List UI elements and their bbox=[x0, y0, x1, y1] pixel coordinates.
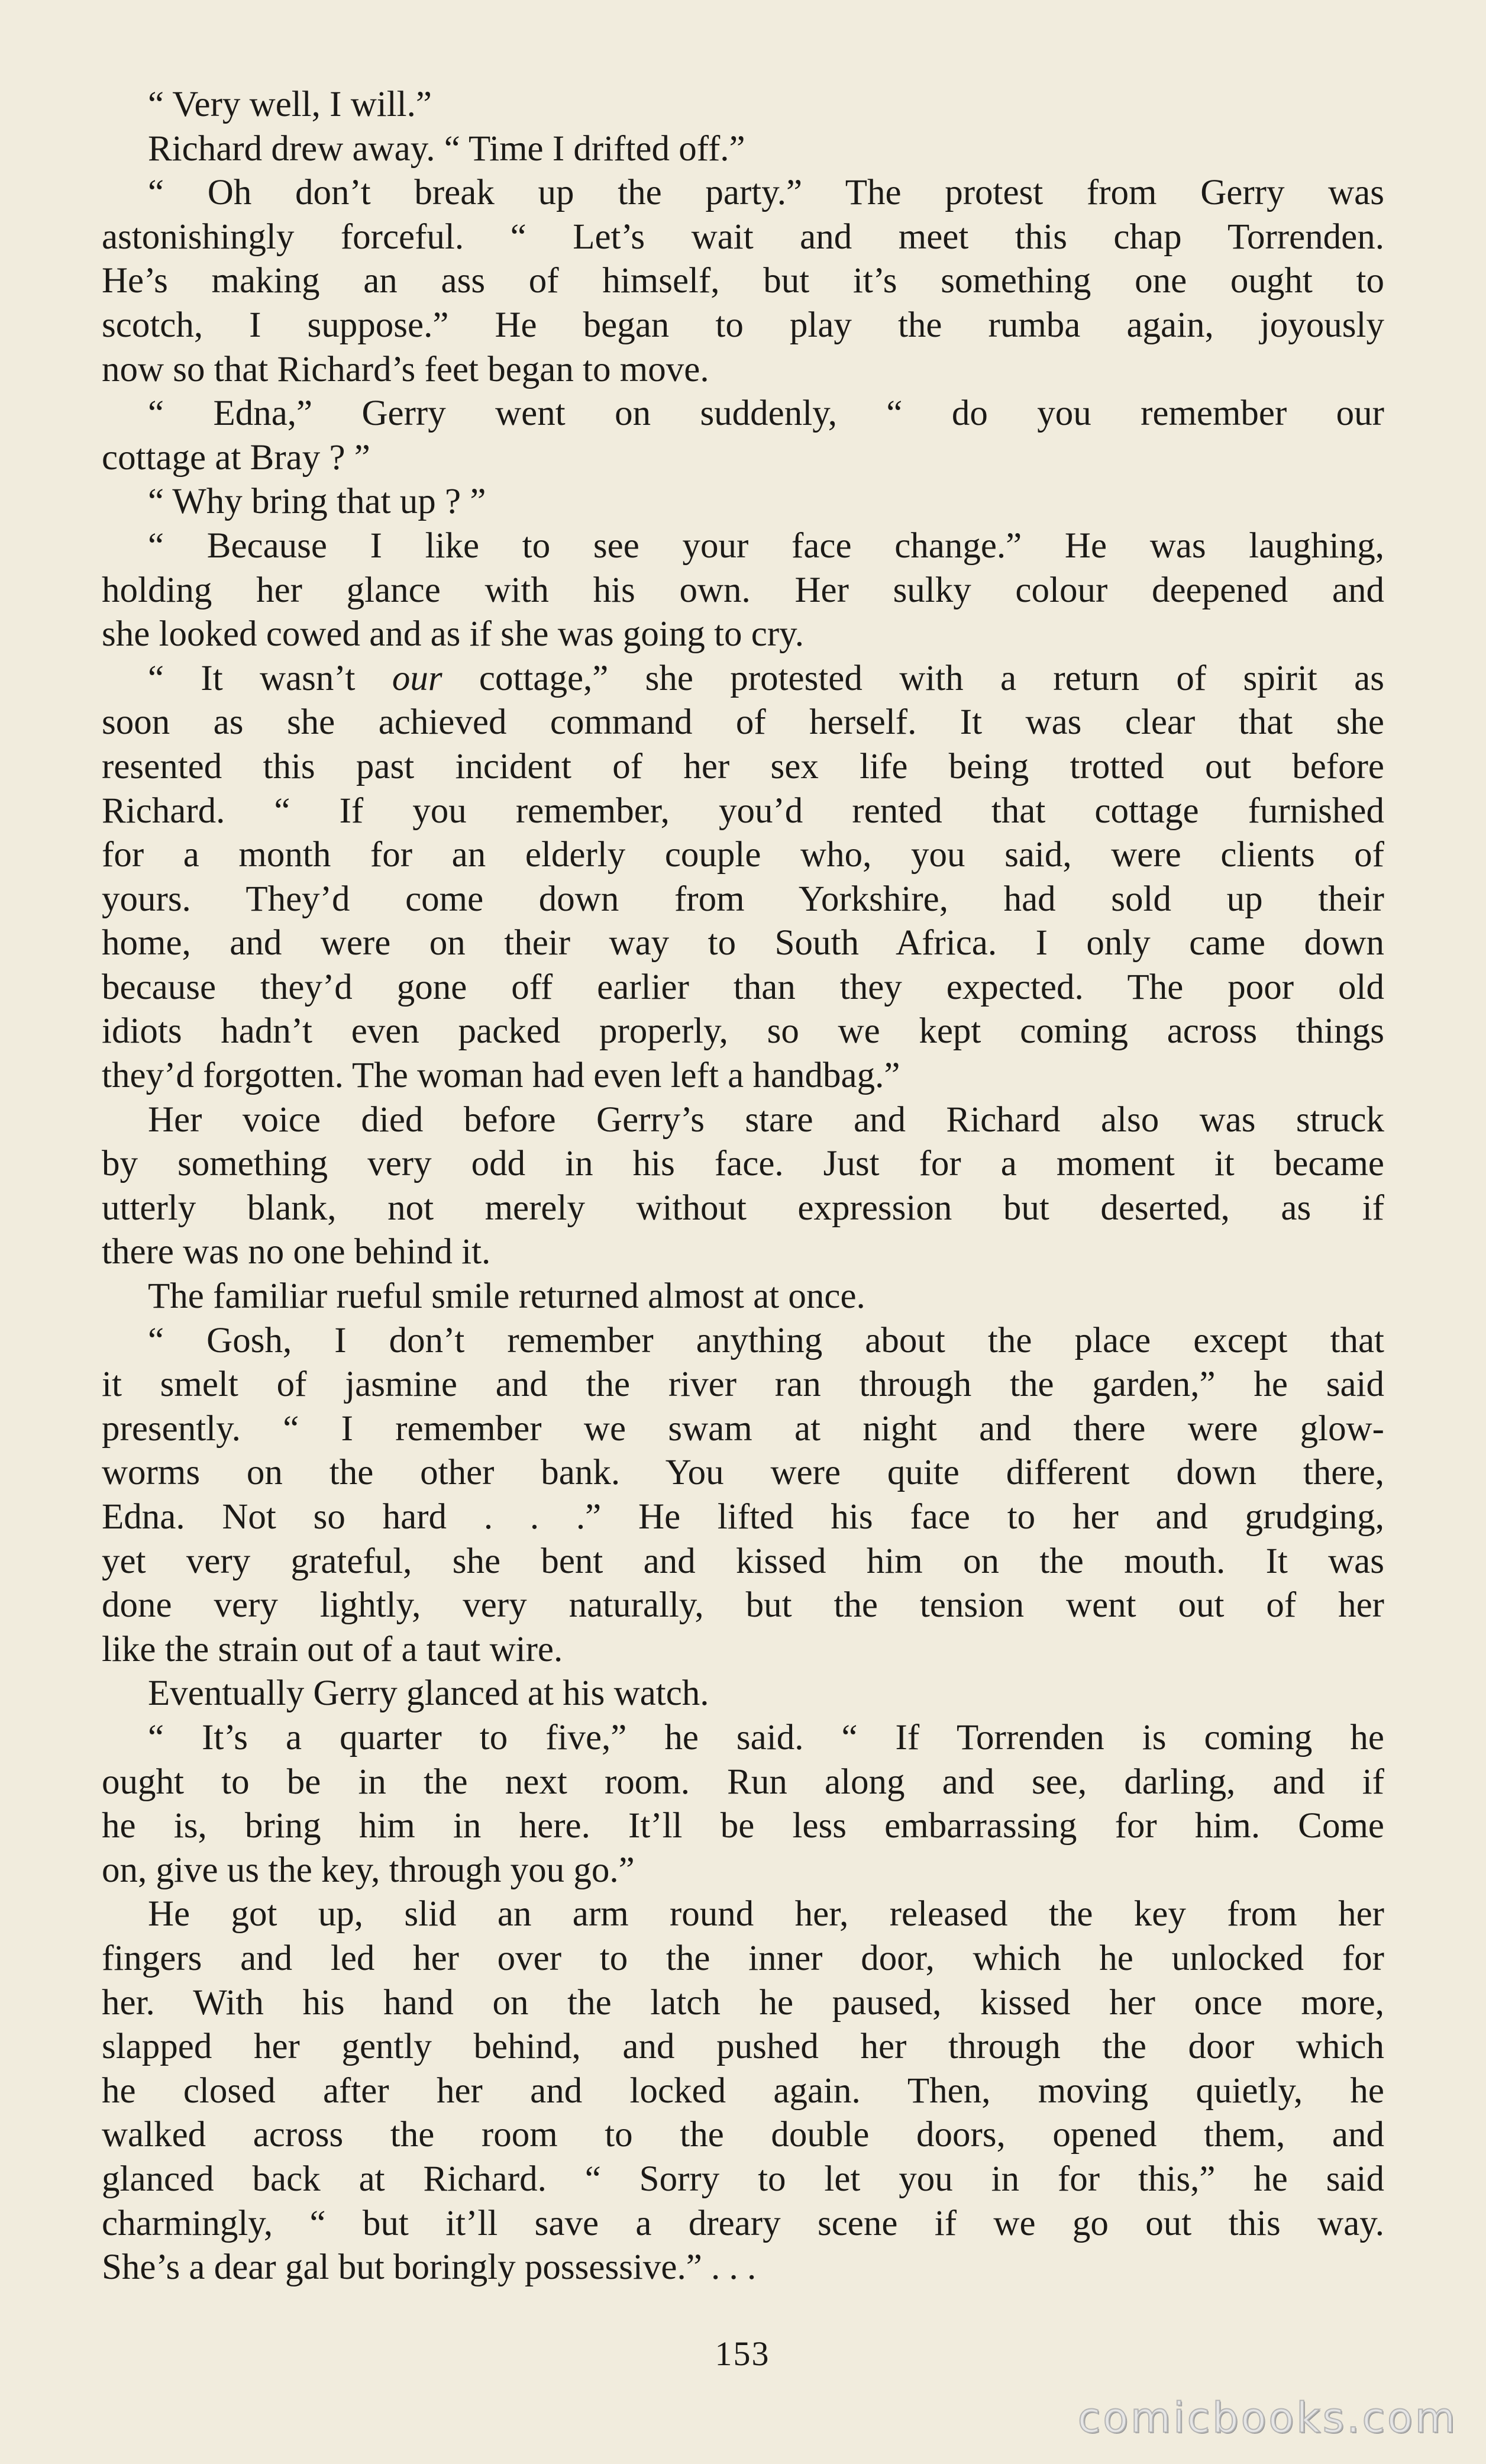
text-line: idiots hadn’t even packed properly, so we kept coming across things bbox=[102, 1011, 1384, 1052]
paragraph bbox=[102, 1098, 1384, 1275]
paragraph bbox=[102, 1319, 1384, 1672]
text-line: there was no one behind it. bbox=[102, 1232, 491, 1272]
watermark: comicbooks.com bbox=[1077, 2394, 1458, 2442]
text-line: “ Oh don’t break up the party.” The protest from Gerry was bbox=[148, 173, 1384, 213]
text-line: slapped her gently behind, and pushed her through the door which bbox=[102, 2027, 1384, 2067]
text-line: utterly blank, not merely without expression but deserted, as if bbox=[102, 1188, 1384, 1228]
text-line: “ Edna,” Gerry went on suddenly, “ do you remember our bbox=[148, 394, 1384, 434]
paragraph bbox=[102, 480, 1384, 524]
text-line: glanced back at Richard. “ Sorry to let you in for this,” he said bbox=[102, 2159, 1384, 2199]
text-line: charmingly, “ but it’ll save a dreary scene if we go out this way. bbox=[102, 2203, 1384, 2243]
text-line: yet very grateful, she bent and kissed him on the mouth. It was bbox=[102, 1541, 1384, 1581]
text-line: “ It’s a quarter to five,” he said. “ If Torrenden is coming he bbox=[148, 1717, 1384, 1757]
text-line: He’s making an ass of himself, but it’s something one ought to bbox=[102, 261, 1384, 301]
text-line: “ Because I like to see your face change.” He was laughing, bbox=[148, 525, 1384, 566]
text-line: Her voice died before Gerry’s stare and Richard also was struck bbox=[148, 1099, 1384, 1140]
page-number: 153 bbox=[715, 2334, 770, 2373]
text-line: because they’d gone off earlier than they expected. The poor old bbox=[102, 967, 1384, 1007]
text-line: “ It wasn’t our cottage,” she protested with a return of spirit as bbox=[148, 658, 1384, 698]
text-line: like the strain out of a taut wire. bbox=[102, 1629, 563, 1669]
text-line: He got up, slid an arm round her, released the key from her bbox=[148, 1894, 1384, 1934]
text-line: astonishingly forceful. “ Let’s wait and meet this chap Torrenden. bbox=[102, 217, 1384, 257]
text-line: walked across the room to the double doors, opened them, and bbox=[102, 2115, 1384, 2155]
paragraph bbox=[102, 1716, 1384, 1892]
text-line: yours. They’d come down from Yorkshire, had sold up their bbox=[102, 879, 1384, 919]
text-line: she looked cowed and as if she was going to cry. bbox=[102, 614, 804, 654]
text-line: soon as she achieved command of herself. It was clear that she bbox=[102, 702, 1384, 743]
text-line: worms on the other bank. You were quite different down there, bbox=[102, 1453, 1384, 1493]
text-line: ought to be in the next room. Run along and see, darling, and if bbox=[102, 1762, 1384, 1802]
text-line: cottage at Bray ? ” bbox=[102, 437, 370, 478]
text-line: home, and were on their way to South Africa. I only came down bbox=[102, 923, 1384, 963]
text-line: Richard. “ If you remember, you’d rented that cottage furnished bbox=[102, 791, 1384, 831]
text-line: “ Very well, I will.” bbox=[148, 85, 432, 124]
text-line: they’d forgotten. The woman had even left a handbag.” bbox=[102, 1056, 900, 1096]
body-text bbox=[102, 83, 1384, 2290]
paragraph bbox=[102, 657, 1384, 1098]
paragraph bbox=[102, 1672, 1384, 1716]
paragraph bbox=[102, 392, 1384, 480]
text-line: on, give us the key, through you go.” bbox=[102, 1850, 635, 1890]
paragraph bbox=[102, 1892, 1384, 2289]
text-line: The familiar rueful smile returned almost at once. bbox=[148, 1276, 865, 1317]
text-line: presently. “ I remember we swam at night and there were glow- bbox=[102, 1408, 1384, 1449]
paragraph bbox=[102, 127, 1384, 172]
paragraph bbox=[102, 83, 1384, 127]
text-line: scotch, I suppose.” He began to play the rumba again, joyously bbox=[102, 305, 1384, 345]
text-line: resented this past incident of her sex life being trotted out before bbox=[102, 746, 1384, 786]
paragraph bbox=[102, 1275, 1384, 1319]
text-line: done very lightly, very naturally, but the tension went out of her bbox=[102, 1585, 1384, 1626]
paragraph bbox=[102, 171, 1384, 392]
text-line: for a month for an elderly couple who, you said, were clients of bbox=[102, 835, 1384, 875]
text-line: She’s a dear gal but boringly possessive.” . . . bbox=[102, 2247, 757, 2288]
text-line: her. With his hand on the latch he paused, kissed her once more, bbox=[102, 1982, 1384, 2023]
text-line: Eventually Gerry glanced at his watch. bbox=[148, 1673, 709, 1714]
text-line: fingers and led her over to the inner door, which he unlocked for bbox=[102, 1938, 1384, 1978]
text-line: he is, bring him in here. It’ll be less embarrassing for him. Come bbox=[102, 1806, 1384, 1846]
paragraph bbox=[102, 524, 1384, 657]
emphasis: our bbox=[392, 658, 442, 698]
text-line: holding her glance with his own. Her sulky colour deepened and bbox=[102, 570, 1384, 610]
text-line: now so that Richard’s feet began to move. bbox=[102, 349, 709, 389]
text-line: “ Gosh, I don’t remember anything about the place except that bbox=[148, 1320, 1384, 1360]
text-line: “ Why bring that up ? ” bbox=[148, 482, 486, 522]
text-line: by something very odd in his face. Just for a moment it became bbox=[102, 1144, 1384, 1184]
text-line: Richard drew away. “ Time I drifted off.” bbox=[148, 128, 745, 169]
text-line: he closed after her and locked again. Then, moving quietly, he bbox=[102, 2070, 1384, 2111]
text-line: it smelt of jasmine and the river ran through the garden,” he said bbox=[102, 1365, 1384, 1405]
text-line: Edna. Not so hard . . .” He lifted his face to her and grudging, bbox=[102, 1497, 1384, 1537]
